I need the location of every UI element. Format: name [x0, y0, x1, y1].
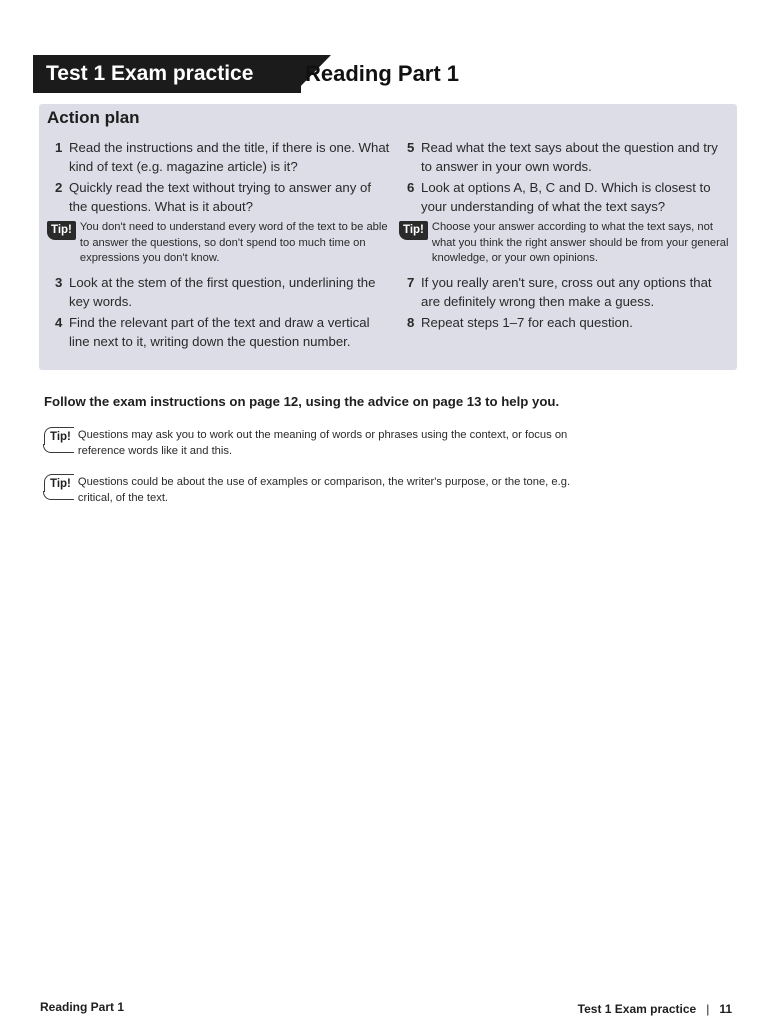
- tip-badge: Tip!: [399, 221, 428, 240]
- tip-text: You don't need to understand every word of the text to be able to answer the questions, so don't spend too much time on expressions you don't know.: [79, 221, 388, 264]
- step-text: Look at options A, B, C and D. Which is closest to your understanding of what the text says?: [421, 180, 711, 214]
- step-item: [407, 138, 729, 176]
- step-number: 1: [55, 140, 63, 155]
- tip-box: [47, 220, 390, 267]
- action-plan-left-column: [51, 138, 390, 353]
- step-item: [55, 178, 390, 216]
- step-item: [407, 273, 729, 311]
- tip-box: [44, 474, 584, 506]
- step-text: Quickly read the text without trying to answer any of the questions. What is it about?: [69, 180, 371, 214]
- step-number: 4: [55, 314, 63, 330]
- step-number: 3: [55, 274, 63, 290]
- tip-badge: Tip!: [44, 427, 74, 445]
- step-text: Find the relevant part of the text and draw a vertical line next to it, writing down the question number.: [69, 314, 370, 349]
- header-tab-label: Test 1 Exam practice: [33, 55, 301, 92]
- step-number: 5: [407, 140, 415, 155]
- step-item: [55, 138, 390, 176]
- step-number: 2: [55, 180, 63, 195]
- step-number: 6: [407, 180, 415, 195]
- action-plan-right-column: [403, 138, 729, 334]
- header-underline: [33, 91, 301, 93]
- tip-badge: Tip!: [44, 474, 74, 492]
- action-plan-box: [39, 104, 737, 370]
- follow-instructions-text: Follow the exam instructions on page 12, using the advice on page 13 to help you.: [44, 394, 560, 409]
- tip-box: [44, 427, 584, 459]
- tip-text: Questions may ask you to work out the meaning of words or phrases using the context, or focus on reference words like it and this.: [77, 429, 568, 457]
- page-title: Reading Part 1: [305, 61, 460, 86]
- step-number: 8: [407, 314, 415, 330]
- page-header: [33, 55, 733, 93]
- tip-text: Choose your answer according to what the text says, not what you think the right answer should be from your general knowledge, or your own opinions.: [431, 221, 729, 264]
- step-text: Look at the stem of the first question, underlining the key words.: [69, 274, 376, 309]
- footer-test-label: Test 1 Exam practice: [577, 1002, 697, 1016]
- step-number: 7: [407, 274, 415, 290]
- step-item: [407, 313, 729, 332]
- step-item: [55, 313, 390, 351]
- step-item: [407, 178, 729, 216]
- step-text: If you really aren't sure, cross out any options that are definitely wrong then make a guess.: [421, 274, 712, 309]
- step-item: [55, 273, 390, 311]
- page-number: 11: [719, 1002, 732, 1016]
- tip-badge: Tip!: [47, 221, 76, 240]
- step-text: Read what the text says about the question and try to answer in your own words.: [421, 140, 718, 174]
- step-text: Repeat steps 1–7 for each question.: [421, 314, 633, 330]
- footer-right: [578, 1002, 732, 1016]
- footer-section-label: Reading Part 1: [40, 1000, 125, 1014]
- action-plan-title: Action plan: [47, 108, 140, 127]
- tip-box: [399, 220, 729, 267]
- footer-separator: |: [706, 1002, 710, 1016]
- tip-text: Questions could be about the use of examples or comparison, the writer's purpose, or the tone, e.g. critical, of the text.: [77, 476, 571, 504]
- step-text: Read the instructions and the title, if there is one. What kind of text (e.g. magazine article) is it?: [69, 140, 390, 174]
